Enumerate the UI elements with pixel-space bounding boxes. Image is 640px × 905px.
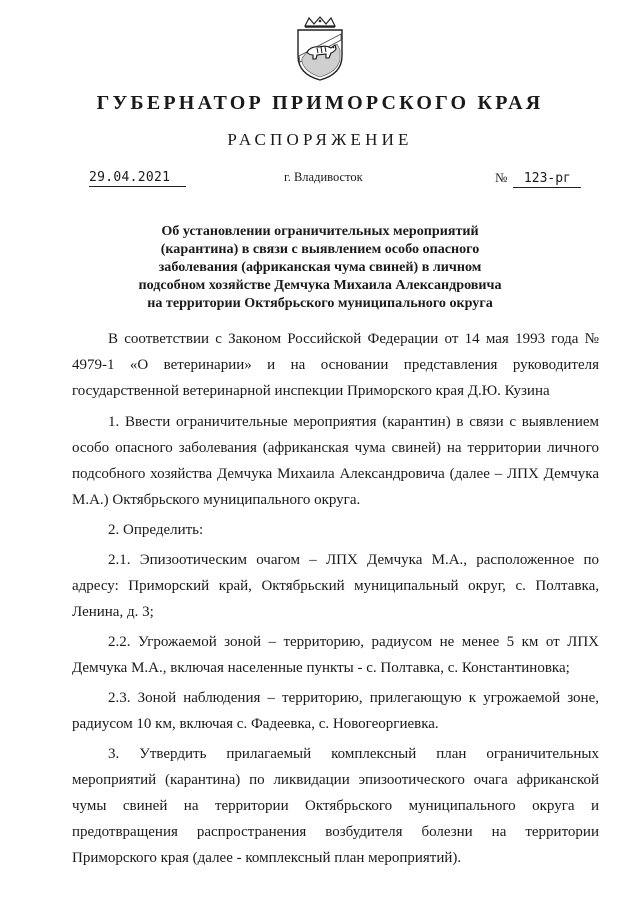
document-date: 29.04.2021 <box>89 170 186 187</box>
title-line: заболевания (африканская чума свиней) в личном <box>158 259 482 275</box>
organization-heading: ГУБЕРНАТОР ПРИМОРСКОГО КРАЯ <box>96 92 544 114</box>
clause-3-paragraph: 3. Утвердить прилагаемый комплексный план ограничительных мероприятий (карантина) по ликвидации эпизоотического очага африканской чумы свиней на территории Октябрьского муниципального округа и предотвращения распространения возбудителя болезни на территории Приморского края (далее - комплексный план мероприятий). <box>72 746 599 866</box>
document-city: г. Владивосток <box>284 170 363 184</box>
title-line: подсобном хозяйстве Демчука Михаила Александровича <box>138 277 502 293</box>
preamble-paragraph: В соответствии с Законом Российской Федерации от 14 мая 1993 года № 4979-1 «О ветеринарии» и на основании представления руководителя государственной ветеринарной инспекции Приморского края Д.Ю. Кузина <box>72 331 599 399</box>
number-sign: № <box>495 170 508 185</box>
title-line: Об установлении ограничительных мероприятий <box>161 223 479 239</box>
clause-2-3-paragraph: 2.3. Зоной наблюдения – территорию, прилегающую к угрожаемой зоне, радиусом 10 км, включая с. Фадеевка, с. Новогеоргиевка. <box>72 690 599 732</box>
document-number <box>495 170 581 188</box>
document-title <box>100 222 540 312</box>
title-line: (карантина) в связи с выявлением особо опасного <box>160 241 480 257</box>
title-line: на территории Октябрьского муниципального округа <box>147 295 493 311</box>
document-body <box>72 326 599 871</box>
document-type-heading: РАСПОРЯЖЕНИЕ <box>227 130 413 149</box>
clause-2-paragraph: 2. Определить: <box>108 522 204 538</box>
number-value: 123-рг <box>513 171 581 188</box>
clause-2-1-paragraph: 2.1. Эпизоотическим очагом – ЛПХ Демчука М.А., расположенное по адресу: Приморский край, Октябрьский муниципальный округ, с. Полтавка, Ленина, д. 3; <box>72 552 599 620</box>
clause-2-2-paragraph: 2.2. Угрожаемой зоной – территорию, радиусом не менее 5 км от ЛПХ Демчука М.А., включая населенные пункты - с. Полтавка, с. Константиновка; <box>72 634 599 676</box>
clause-1-paragraph: 1. Ввести ограничительные мероприятия (карантин) в связи с выявлением особо опасного заболевания (африканская чума свиней) на территории личного подсобного хозяйства Демчука Михаила Александровича (далее – ЛПХ Демчука М.А.) Октябрьского муниципального округа. <box>72 414 599 508</box>
coat-of-arms-tiger-icon <box>293 16 347 82</box>
